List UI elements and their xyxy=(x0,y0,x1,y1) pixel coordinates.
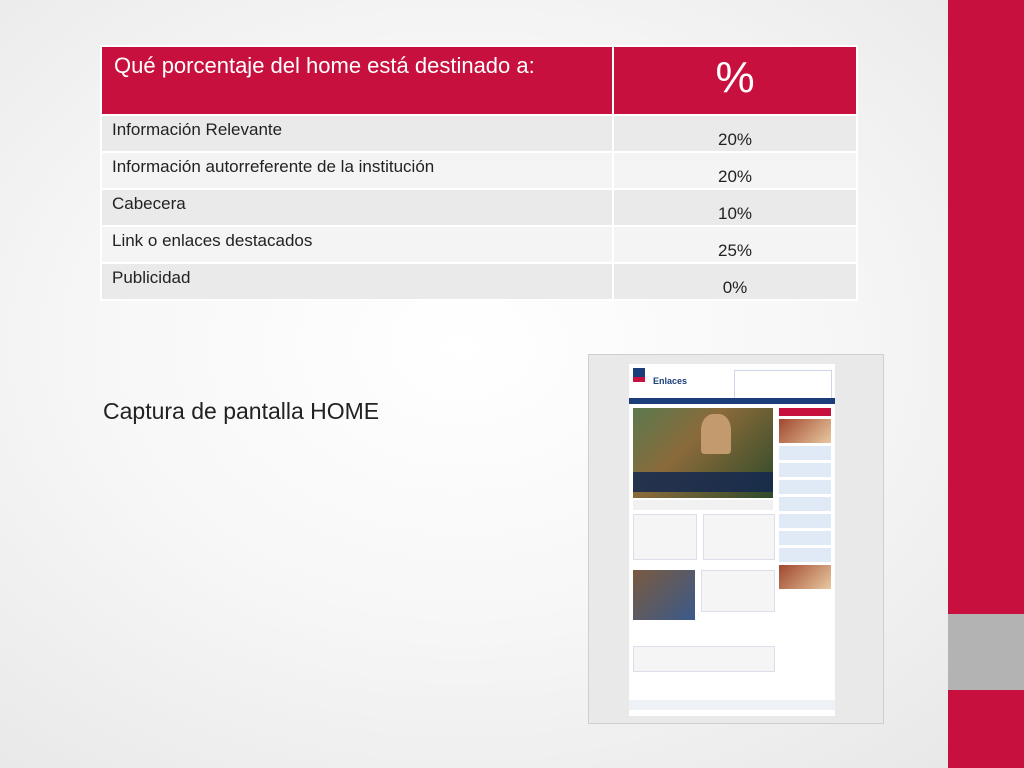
row-label: Información Relevante xyxy=(101,115,613,152)
table-header-row xyxy=(101,46,857,115)
screenshot-page xyxy=(629,364,835,716)
links-box xyxy=(633,514,697,560)
right-banner-column xyxy=(779,408,831,592)
hero-caption-band xyxy=(633,472,773,492)
side-gray-block xyxy=(948,614,1024,690)
homepage-screenshot xyxy=(588,354,884,724)
banner xyxy=(779,480,831,494)
row-label: Link o enlaces destacados xyxy=(101,226,613,263)
banner xyxy=(779,408,831,416)
banner xyxy=(779,531,831,545)
site-logo: Enlaces xyxy=(653,376,688,386)
news-item xyxy=(633,646,775,672)
row-value: 25% xyxy=(613,226,857,263)
banner xyxy=(779,497,831,511)
header-question: Qué porcentaje del home está destinado a: xyxy=(101,46,613,115)
banner xyxy=(779,548,831,562)
table-row xyxy=(101,189,857,226)
row-value: 0% xyxy=(613,263,857,300)
links-list xyxy=(701,570,775,612)
row-label: Cabecera xyxy=(101,189,613,226)
row-value: 20% xyxy=(613,115,857,152)
table-row xyxy=(101,152,857,189)
side-accent-bar-bottom xyxy=(948,690,1024,768)
row-value: 10% xyxy=(613,189,857,226)
row-label: Publicidad xyxy=(101,263,613,300)
banner xyxy=(779,565,831,589)
side-accent-bar xyxy=(948,0,1024,614)
site-nav-bar xyxy=(629,398,835,404)
banner xyxy=(779,463,831,477)
banner xyxy=(779,419,831,443)
screenshot-caption: Captura de pantalla HOME xyxy=(103,398,380,424)
row-value: 20% xyxy=(613,152,857,189)
table-row xyxy=(101,115,857,152)
table-row xyxy=(101,226,857,263)
site-footer xyxy=(629,700,835,710)
header-percent-symbol: % xyxy=(613,46,857,115)
percentage-table xyxy=(100,45,858,301)
banner xyxy=(779,446,831,460)
chile-flag-logo-icon xyxy=(633,368,645,382)
banner xyxy=(779,514,831,528)
classroom-photo xyxy=(633,570,695,620)
contact-box xyxy=(703,514,775,560)
table-row xyxy=(101,263,857,300)
row-label: Información autorreferente de la institución xyxy=(101,152,613,189)
header-contact-box xyxy=(734,370,832,400)
hero-person-image xyxy=(701,414,731,454)
news-strip xyxy=(633,500,773,510)
